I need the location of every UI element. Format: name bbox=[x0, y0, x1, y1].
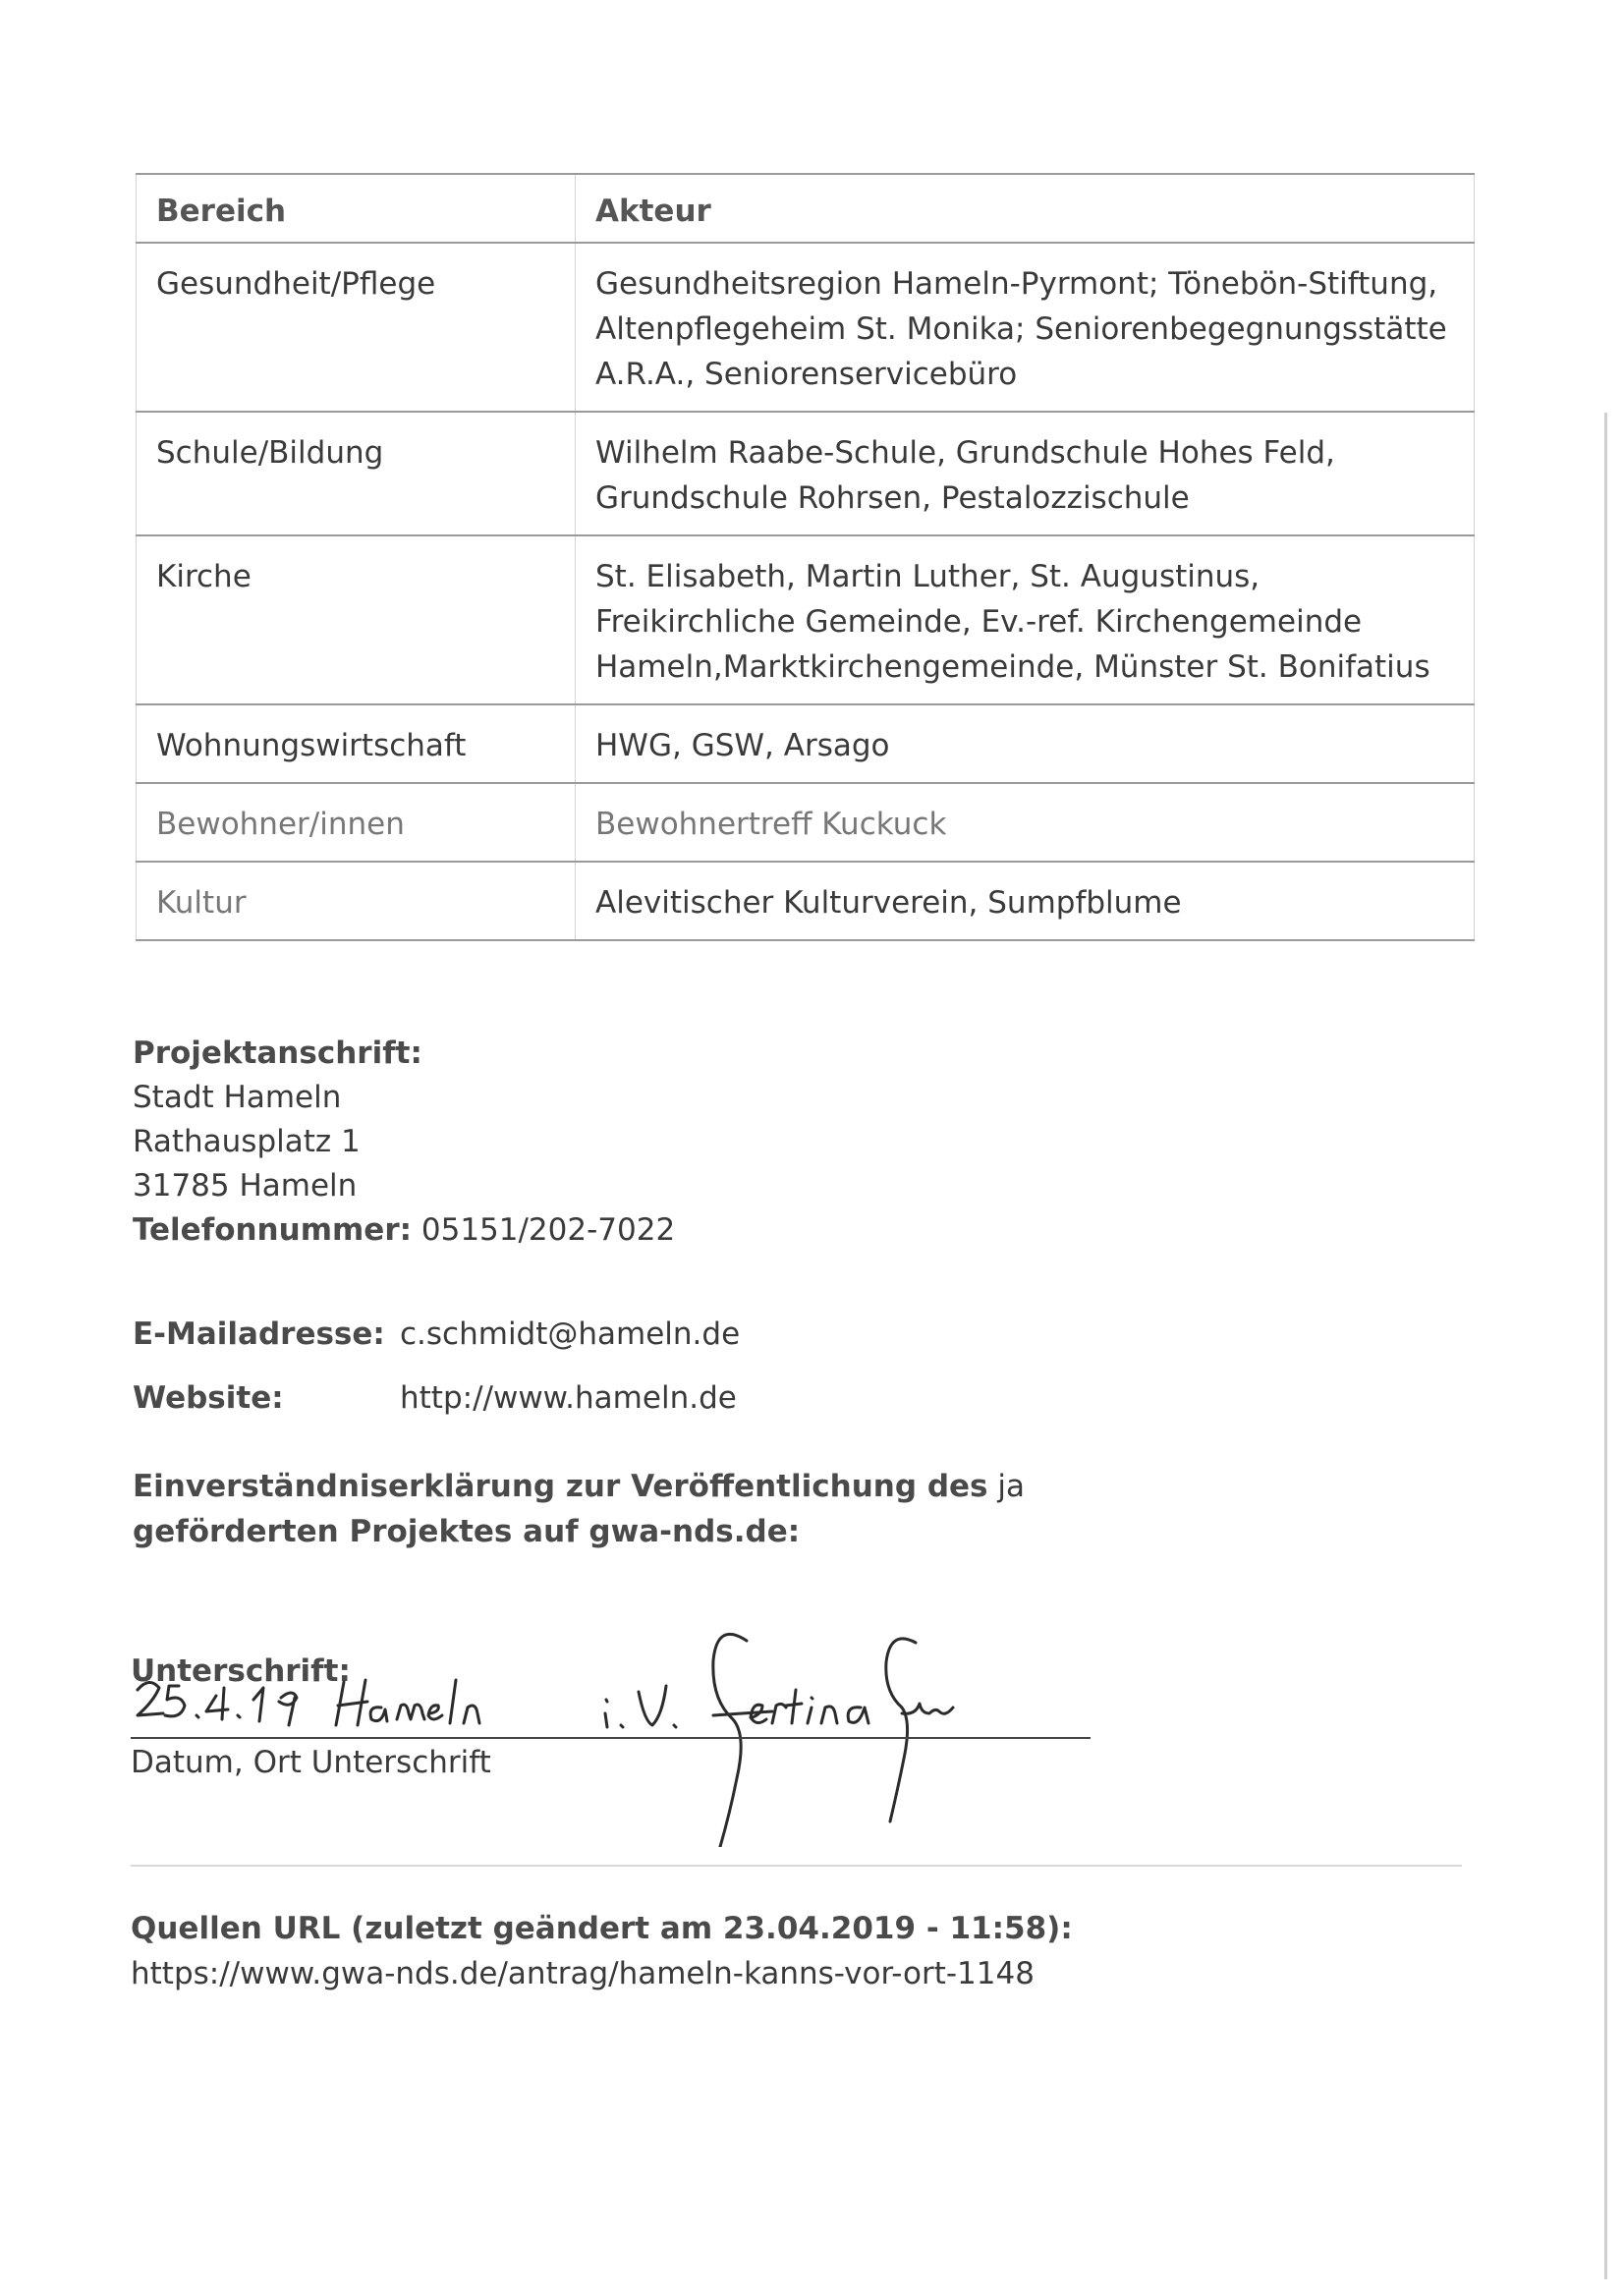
handwritten-signature bbox=[118, 1621, 1002, 1847]
table-row bbox=[137, 783, 1475, 862]
cell-bereich: Kirche bbox=[137, 535, 576, 704]
header-akteur: Akteur bbox=[576, 174, 1475, 243]
actors-table bbox=[136, 173, 1475, 941]
source-block bbox=[131, 1906, 1073, 1996]
table-row bbox=[137, 862, 1475, 940]
cell-bereich: Wohnungswirtschaft bbox=[137, 704, 576, 783]
table-row bbox=[137, 243, 1475, 412]
cell-bereich: Schule/Bildung bbox=[137, 412, 576, 535]
table-row bbox=[137, 535, 1475, 704]
header-bereich: Bereich bbox=[137, 174, 576, 243]
cell-bereich: Kultur bbox=[137, 862, 576, 940]
website-value: http://www.hameln.de bbox=[400, 1380, 737, 1416]
cell-akteur: Wilhelm Raabe-Schule, Grundschule Hohes Feld, Grundschule Rohrsen, Pestalozzischule bbox=[576, 412, 1475, 535]
cell-akteur: St. Elisabeth, Martin Luther, St. Augustinus, Freikirchliche Gemeinde, Ev.-ref. Kirchengemeinde Hameln,Marktkirchengemeinde, Münster St. Bonifatius bbox=[576, 535, 1475, 704]
cell-akteur: Bewohnertreff Kuckuck bbox=[576, 783, 1475, 862]
cell-akteur: HWG, GSW, Arsago bbox=[576, 704, 1475, 783]
email-row bbox=[133, 1316, 740, 1352]
address-line: Rathausplatz 1 bbox=[133, 1124, 361, 1159]
website-row bbox=[133, 1380, 737, 1416]
phone-row bbox=[133, 1208, 675, 1253]
signature-label: Unterschrift: bbox=[131, 1653, 351, 1689]
project-address bbox=[133, 1032, 675, 1253]
consent-value: ja bbox=[997, 1469, 1025, 1504]
cell-bereich: Gesundheit/Pflege bbox=[137, 243, 576, 412]
table-row bbox=[137, 412, 1475, 535]
address-line: Stadt Hameln bbox=[133, 1080, 342, 1115]
scan-edge-shadow bbox=[1604, 413, 1607, 2279]
source-label: Quellen URL (zuletzt geändert am 23.04.2019 - 11:58): bbox=[131, 1911, 1073, 1946]
consent-block bbox=[133, 1464, 1025, 1554]
table-row bbox=[137, 704, 1475, 783]
email-label: E-Mailadresse: bbox=[133, 1316, 385, 1352]
signature-caption: Datum, Ort Unterschrift bbox=[131, 1745, 491, 1780]
table-header-row bbox=[137, 174, 1475, 243]
cell-akteur: Alevitischer Kulturverein, Sumpfblume bbox=[576, 862, 1475, 940]
cell-bereich: Bewohner/innen bbox=[137, 783, 576, 862]
consent-label-line2: geförderten Projektes auf gwa-nds.de: bbox=[133, 1514, 801, 1549]
divider bbox=[131, 1865, 1462, 1867]
source-url[interactable]: https://www.gwa-nds.de/antrag/hameln-kanns-vor-ort-1148 bbox=[131, 1956, 1035, 1991]
address-label: Projektanschrift: bbox=[133, 1036, 422, 1071]
phone-value: 05151/202-7022 bbox=[420, 1212, 676, 1248]
cell-akteur: Gesundheitsregion Hameln-Pyrmont; Tönebön-Stiftung, Altenpflegeheim St. Monika; Seniorenbegegnungsstätte A.R.A., Seniorenservicebüro bbox=[576, 243, 1475, 412]
consent-label-line1: Einverständniserklärung zur Veröffentlichung des bbox=[133, 1469, 988, 1504]
phone-label: Telefonnummer: bbox=[133, 1212, 413, 1248]
email-value: c.schmidt@hameln.de bbox=[400, 1316, 741, 1352]
signature-line bbox=[131, 1737, 1091, 1739]
website-label: Website: bbox=[133, 1380, 284, 1416]
address-line: 31785 Hameln bbox=[133, 1168, 358, 1204]
